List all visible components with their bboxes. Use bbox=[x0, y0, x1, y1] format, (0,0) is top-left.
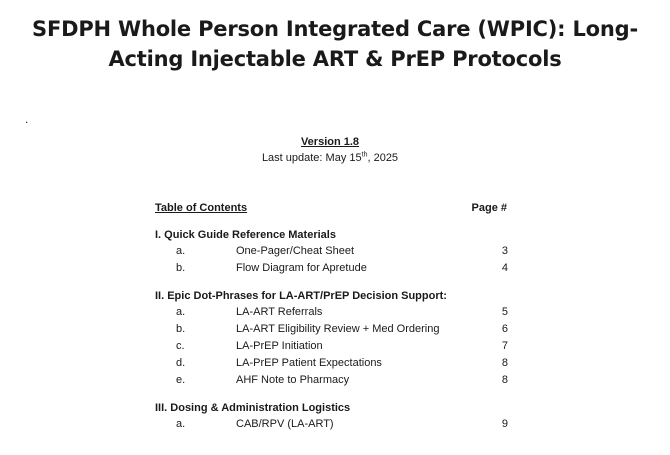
toc-entry-page: 5 bbox=[501, 306, 508, 318]
document-title bbox=[0, 14, 670, 74]
toc-header bbox=[155, 202, 510, 219]
toc-section-title: I. Quick Guide Reference Materials bbox=[155, 229, 336, 241]
toc-entry-label: LA-PrEP Initiation bbox=[236, 340, 323, 352]
toc-entry[interactable] bbox=[155, 355, 510, 372]
toc-entry-page: 6 bbox=[501, 323, 508, 335]
toc-entry-page: 9 bbox=[501, 418, 508, 430]
toc-heading: Table of Contents bbox=[155, 202, 248, 214]
last-update-year: , 2025 bbox=[367, 152, 399, 164]
toc-entry-page: 8 bbox=[501, 374, 508, 386]
toc-entry[interactable] bbox=[155, 243, 510, 260]
toc-section-title: II. Epic Dot-Phrases for LA-ART/PrEP Decision Support: bbox=[155, 290, 447, 302]
toc-entry-label: LA-ART Referrals bbox=[236, 306, 323, 318]
toc-entry[interactable] bbox=[155, 372, 510, 389]
toc-entry[interactable] bbox=[155, 338, 510, 355]
toc-entry[interactable] bbox=[155, 260, 510, 277]
toc-entry-letter: b. bbox=[176, 323, 186, 335]
toc-entry-page: 8 bbox=[501, 357, 508, 369]
toc-entry-label: Flow Diagram for Apretude bbox=[236, 262, 367, 274]
toc-entry-page: 4 bbox=[501, 262, 508, 274]
toc-entry-label: AHF Note to Pharmacy bbox=[236, 374, 350, 386]
toc-entry[interactable] bbox=[155, 416, 510, 433]
table-of-contents bbox=[155, 202, 510, 433]
toc-entry-label: CAB/RPV (LA-ART) bbox=[236, 418, 334, 430]
toc-entry[interactable] bbox=[155, 304, 510, 321]
toc-entry-label: LA-PrEP Patient Expectations bbox=[236, 357, 382, 369]
toc-entry-letter: a. bbox=[176, 418, 186, 430]
toc-entry-letter: a. bbox=[176, 306, 186, 318]
toc-entry-letter: e. bbox=[176, 374, 186, 386]
toc-entry-page: 7 bbox=[501, 340, 508, 352]
toc-page-heading: Page # bbox=[471, 202, 507, 214]
last-update-text: Last update: May 15 bbox=[261, 152, 362, 164]
toc-entry-label: LA-ART Eligibility Review + Med Ordering bbox=[236, 323, 440, 335]
stray-bullet: . bbox=[25, 112, 29, 126]
title-line-1: SFDPH Whole Person Integrated Care (WPIC): Long- bbox=[32, 17, 638, 41]
toc-section-title: III. Dosing & Administration Logistics bbox=[155, 402, 351, 414]
toc-entry-letter: a. bbox=[176, 245, 186, 257]
last-update-ordinal: th bbox=[361, 151, 368, 159]
last-update bbox=[0, 152, 660, 164]
toc-entry-page: 3 bbox=[501, 245, 508, 257]
toc-entry[interactable] bbox=[155, 321, 510, 338]
toc-entry-letter: c. bbox=[176, 340, 185, 352]
title-line-2: Acting Injectable ART & PrEP Protocols bbox=[108, 47, 562, 71]
toc-entry-letter: b. bbox=[176, 262, 186, 274]
toc-entry-label: One-Pager/Cheat Sheet bbox=[236, 245, 355, 257]
version-label: Version 1.8 bbox=[300, 136, 360, 148]
toc-entry-letter: d. bbox=[176, 357, 186, 369]
